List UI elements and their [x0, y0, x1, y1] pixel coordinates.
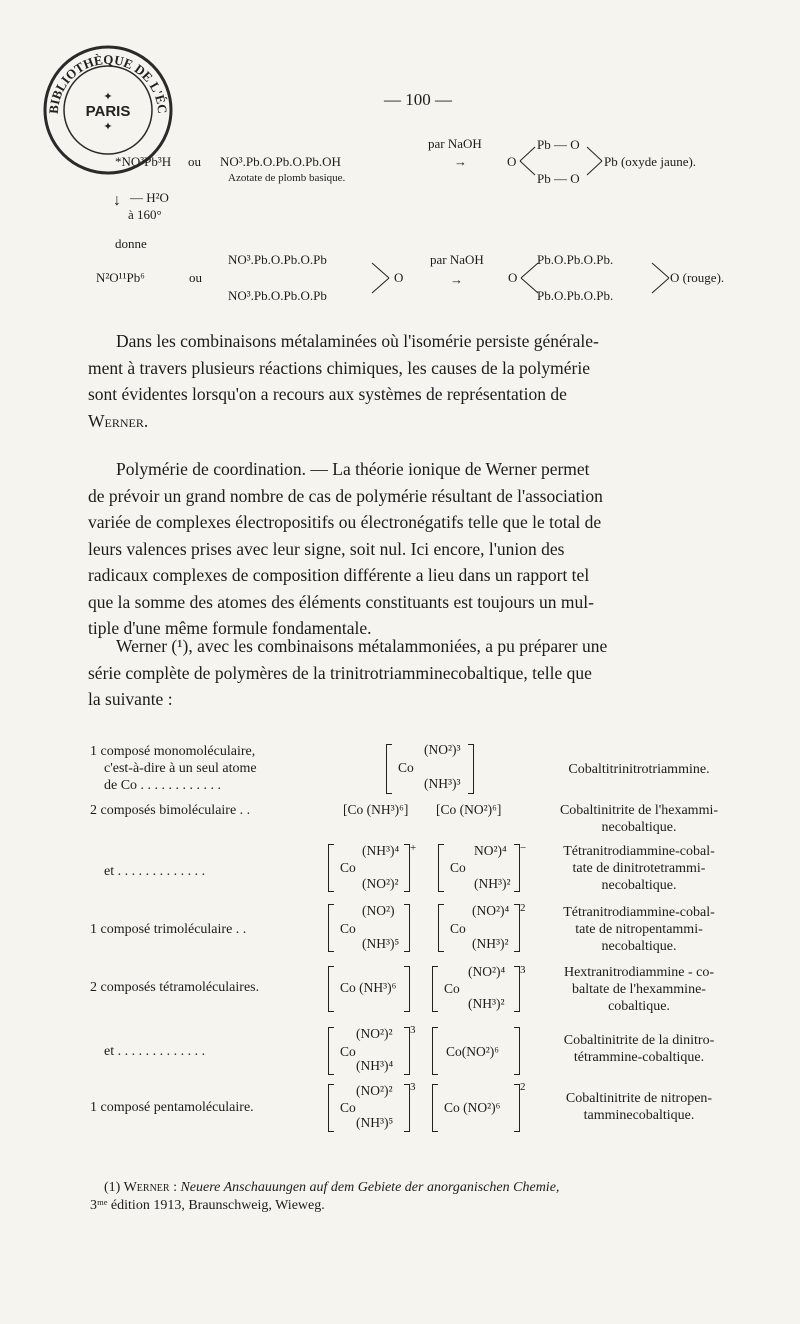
formula-top: (NO²)² — [356, 1083, 393, 1098]
bracket-left — [432, 966, 438, 1012]
bracket-right — [514, 1027, 520, 1075]
svg-text:✦: ✦ — [103, 121, 113, 133]
formula-top: NO²)⁴ — [474, 843, 507, 858]
formula-bottom: (NH³)² — [468, 996, 505, 1011]
paragraph-2 — [88, 456, 752, 642]
p2-line: variée de complexes électropositifs ou électronégatifs telle que le total de — [88, 512, 602, 532]
footnote-author: (1) Werner : Neuere Anschauungen auf dem Gebiete der anorganischen Chemie, — [104, 1180, 560, 1195]
r1-left: *NO³Pb³H — [115, 154, 172, 169]
bracket-left — [438, 844, 444, 892]
row-label: 1 composé monomoléculaire, — [90, 744, 256, 759]
formula-b: Co(NO²)⁶ — [446, 1044, 499, 1059]
compound-name: tétrammine-cobaltique. — [573, 1050, 705, 1065]
p1-line: Dans les combinaisons métalaminées où l'isomérie persiste générale- — [116, 331, 599, 351]
formula-bottom: (NH³)³ — [424, 776, 461, 791]
formula-bottom: (NO²)² — [362, 876, 399, 891]
formula-b: [Co (NO²)⁶] — [436, 802, 502, 817]
charge: 3 — [410, 1024, 416, 1036]
formula-b: Co (NO²)⁶ — [444, 1100, 501, 1115]
p2-line: Polymérie de coordination. — La théorie ionique de Werner permet — [116, 459, 590, 479]
formula-bottom: (NH³)⁵ — [356, 1115, 394, 1130]
compound-name: Tétranitrodiammine-cobal- — [563, 844, 715, 859]
p2-line: tiple d'une même formule fondamentale. — [88, 618, 372, 638]
formula-bottom: (NH³)² — [474, 876, 511, 891]
row-label: 2 composés tétramoléculaires. — [90, 980, 260, 995]
compound-name: Hextranitrodiammine - co- — [563, 965, 715, 980]
formula-top: (NO²) — [362, 903, 395, 918]
r1-branch-left — [518, 144, 538, 178]
charge: 3 — [520, 964, 526, 976]
bracket-left — [432, 1027, 438, 1075]
formula-top: (NO²)⁴ — [472, 903, 510, 918]
formula-co: Co — [450, 921, 466, 936]
r2-bottom: NO³.Pb.O.Pb.O.Pb — [228, 288, 327, 303]
paragraph-1 — [88, 328, 752, 434]
row-label: et . . . . . . . . . . . . . — [104, 864, 206, 879]
svg-text:✦: ✦ — [103, 91, 113, 103]
row-label: c'est-à-dire à un seul atome — [104, 761, 257, 776]
compound-name: Tétranitrodiammine-cobal- — [563, 905, 715, 920]
r1-product-right: Pb (oxyde jaune). — [604, 154, 697, 169]
formula-top: (NH³)⁴ — [362, 843, 400, 858]
r2-branch — [370, 260, 392, 296]
compound-name: necobaltique. — [601, 939, 677, 954]
formula-co: Co — [398, 760, 414, 775]
r2-product-o: O — [508, 270, 518, 285]
formula-bottom: (NH³)⁴ — [356, 1058, 394, 1073]
compound-name: Cobaltinitrite de la dinitro- — [563, 1033, 715, 1048]
formula-a: Co (NH³)⁶ — [340, 980, 397, 995]
r2-product-bottom: Pb.O.Pb.O.Pb. — [537, 288, 614, 303]
formula-co: Co — [340, 921, 356, 936]
bracket-left — [432, 1084, 438, 1132]
formula-top: (NO²)⁴ — [468, 964, 506, 979]
r2-o: O — [394, 270, 404, 285]
formula-top: (NO²)² — [356, 1026, 393, 1041]
p2-line: de prévoir un grand nombre de cas de polymérie résultant de l'association — [88, 485, 603, 506]
charge: 2 — [520, 902, 526, 914]
compound-name: necobaltique. — [601, 878, 677, 893]
charge: 3 — [410, 1081, 416, 1093]
r2-arrow: → — [450, 272, 463, 287]
bracket-right — [404, 966, 410, 1012]
charge: − — [520, 842, 527, 854]
p3-line: série complète de polymères de la trinitrotriamminecobaltique, telle que — [88, 662, 592, 683]
p1-line: Werner. — [88, 410, 149, 431]
r2-left: N²O¹¹Pb⁶ — [96, 270, 145, 285]
p1-line: ment à travers plusieurs réactions chimiques, les causes de la polymérie — [88, 357, 590, 378]
r1-reagent: par NaOH — [428, 136, 482, 151]
formula-co: Co — [340, 1100, 356, 1115]
formula-bottom: (NH³)⁵ — [362, 936, 400, 951]
compound-name: Cobaltitrinitrotriammine. — [568, 762, 710, 777]
row-label: 1 composé pentamoléculaire. — [90, 1100, 254, 1115]
r2-product-branch-right — [650, 260, 672, 296]
page-number: — 100 — — [384, 90, 452, 109]
r1-formula: NO³.Pb.O.Pb.O.Pb.OH — [220, 154, 341, 169]
p2-line: que la somme des atomes des éléments constituants est toujours un mul- — [88, 591, 594, 612]
formula-top: (NO²)³ — [424, 742, 461, 757]
r2-top: NO³.Pb.O.Pb.O.Pb — [228, 252, 327, 267]
compound-name: tamminecobaltique. — [583, 1108, 695, 1123]
r2-product-top: Pb.O.Pb.O.Pb. — [537, 252, 614, 267]
r1-arrow: → — [454, 154, 467, 169]
r2-product-right: O (rouge). — [670, 270, 725, 285]
r1-product-o: O — [507, 154, 517, 169]
temperature: à 160° — [128, 207, 162, 222]
bracket-right — [404, 904, 410, 952]
r2-reagent: par NaOH — [430, 252, 484, 267]
p2-line: radicaux complexes de composition différente a lieu dans un rapport tel — [88, 565, 590, 585]
row-label: et . . . . . . . . . . . . . — [104, 1044, 206, 1059]
formula-a: [Co (NH³)⁶] — [343, 802, 409, 817]
compound-name: Cobaltinitrite de nitropen- — [565, 1091, 713, 1106]
charge: 2 — [520, 1081, 526, 1093]
svg-text:BIBLIOTHÈQUE DE L'ÉCOLE DE PHA: BIBLIOTHÈQUE DE L'ÉC — [45, 51, 171, 115]
paragraph-3 — [88, 633, 752, 713]
p3-line: Werner (¹), avec les combinaisons métalammoniées, a pu préparer une — [116, 636, 608, 656]
p1-line: sont évidentes lorsqu'on a recours aux systèmes de représentation de — [88, 384, 567, 404]
compound-name: tate de nitropentammi- — [575, 922, 703, 937]
bracket-left — [386, 744, 392, 794]
down-arrow: ↓ — [113, 192, 121, 209]
formula-co: Co — [340, 1044, 356, 1059]
footnote-edition: 3ᵐᵉ édition 1913, Braunschweig, Wieweg. — [90, 1198, 325, 1213]
p2-line: leurs valences prises avec leur signe, soit nul. Ici encore, l'union des — [88, 538, 565, 559]
minus-water: — H²O — [130, 190, 169, 205]
formula-bottom: (NH³)² — [472, 936, 509, 951]
r2-ou: ou — [189, 270, 202, 285]
p3-line: la suivante : — [88, 689, 173, 709]
row-label: de Co . . . . . . . . . . . . — [104, 778, 222, 793]
compound-name: necobaltique. — [601, 820, 677, 835]
r1-ou: ou — [188, 154, 201, 169]
row-label: 1 composé trimoléculaire . . — [90, 922, 247, 937]
formula-co: Co — [340, 860, 356, 875]
charge: + — [410, 842, 417, 854]
bracket-left — [438, 904, 444, 952]
bracket-left — [328, 904, 334, 952]
r1-product-top: Pb — O — [537, 137, 580, 152]
bracket-left — [328, 966, 334, 1012]
compound-name: cobaltique. — [608, 999, 670, 1014]
donne: donne — [115, 236, 147, 251]
compound-name: tate de dinitrotetrammi- — [572, 861, 706, 876]
compound-name: Cobaltinitrite de l'hexammi- — [559, 803, 719, 818]
compound-name: baltate de l'hexammine- — [572, 982, 706, 997]
row-label: 2 composés bimoléculaire . . — [90, 803, 251, 818]
stamp-center: PARIS — [85, 103, 131, 120]
bracket-left — [328, 1027, 334, 1075]
bracket-left — [328, 844, 334, 892]
r1-branch-right — [584, 144, 604, 178]
formula-co: Co — [444, 981, 460, 996]
bracket-right — [468, 744, 474, 794]
r1-caption: Azotate de plomb basique. — [228, 172, 346, 184]
bracket-left — [328, 1084, 334, 1132]
r1-product-bottom: Pb — O — [537, 171, 580, 186]
formula-co: Co — [450, 860, 466, 875]
